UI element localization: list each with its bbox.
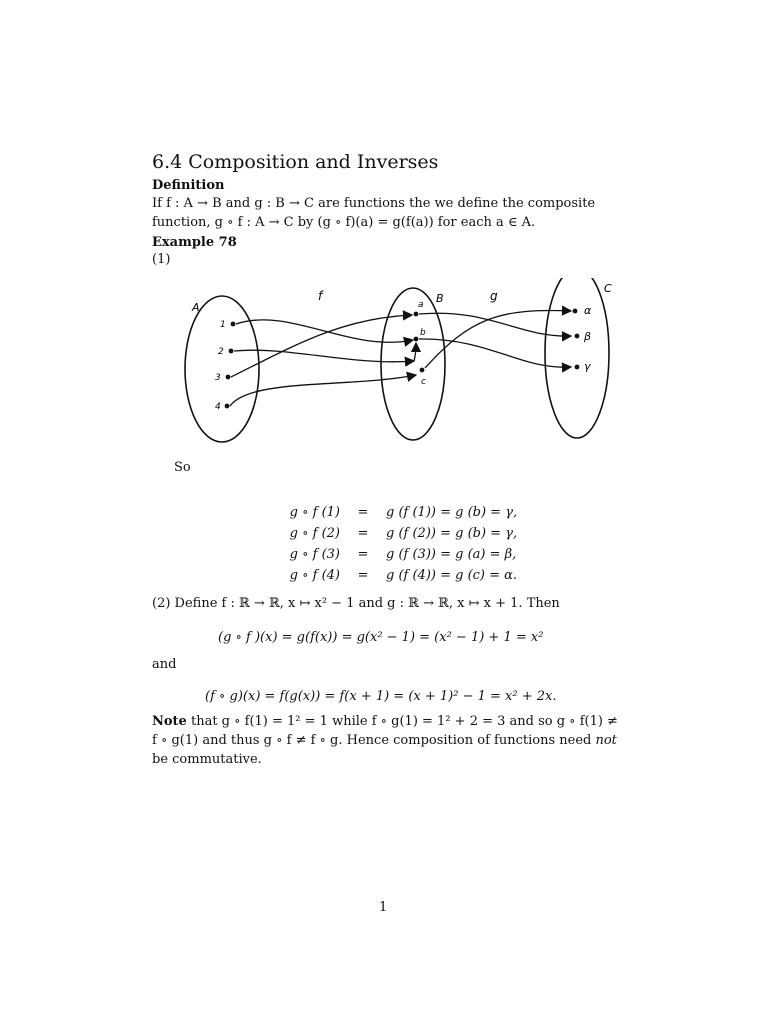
arrow-f-2-to-b: [234, 350, 414, 362]
function-f-label: f: [318, 289, 323, 303]
equation-lhs: g ∘ f (3): [289, 547, 340, 562]
a-element-dot: [229, 349, 234, 354]
note-line-3: be commutative.: [152, 752, 262, 767]
equation-lhs: g ∘ f (2): [289, 526, 340, 541]
set-c-ellipse: [545, 278, 609, 438]
b-element-dot: [414, 337, 419, 342]
note-line-2: [152, 731, 620, 750]
equation-f-of-g: (f ∘ g)(x) = f(g(x)) = f(x + 1) = (x + 1)² − 1 = x² + 2x.: [205, 689, 557, 704]
equation-row: [260, 544, 517, 565]
note-emphasis: not: [595, 733, 617, 748]
page-number: 1: [379, 900, 388, 915]
equation-equals: =: [357, 505, 369, 520]
arrow-g-b-to-gamma: [419, 339, 571, 367]
a-element-dot: [225, 404, 230, 409]
note-text-2: f ∘ g(1) and thus g ∘ f ≠ f ∘ g. Hence composition of functions need: [152, 733, 596, 748]
note-paragraph: [152, 712, 620, 769]
equation-rhs: g (f (2)) = g (b) = γ,: [386, 526, 518, 541]
definition-line-1: If f : A → B and g : B → C are functions the we define the composite: [152, 196, 596, 211]
arrow-f-2-to-b-tail: [414, 343, 416, 361]
b-element-dot: [414, 312, 419, 317]
c-element-label: α: [584, 304, 592, 317]
and-label: and: [152, 657, 177, 672]
definition-text: [152, 194, 622, 232]
a-element-label: 3: [215, 373, 221, 383]
equation-row: [260, 565, 517, 586]
section-title: 6.4 Composition and Inverses: [152, 151, 439, 173]
c-element-label: γ: [584, 360, 591, 373]
set-b-label: B: [436, 292, 444, 305]
equation-lhs: g ∘ f (4): [289, 568, 340, 583]
note-line-1: [152, 712, 620, 731]
set-a-label: A: [192, 301, 200, 314]
set-b-ellipse: [381, 288, 445, 440]
note-heading: Note: [152, 714, 187, 729]
equation-rhs: g (f (3)) = g (a) = β,: [386, 547, 517, 562]
a-element-dot: [226, 375, 231, 380]
mapping-diagram: [170, 278, 630, 448]
equation-rhs: g (f (1)) = g (b) = γ,: [386, 505, 518, 520]
example-heading: Example 78: [152, 235, 237, 250]
equation-equals: =: [357, 547, 369, 562]
a-element-dot: [231, 322, 236, 327]
c-element-dot: [575, 365, 580, 370]
b-element-label: a: [418, 300, 424, 310]
c-element-dot: [575, 334, 580, 339]
equation-equals: =: [357, 568, 369, 583]
composition-equations: [260, 502, 517, 586]
equation-lhs: g ∘ f (1): [289, 505, 340, 520]
c-element-label: β: [584, 330, 592, 343]
part2-definition: (2) Define f : ℝ → ℝ, x ↦ x² − 1 and g : ℝ → ℝ, x ↦ x + 1. Then: [152, 596, 560, 611]
a-element-label: 1: [220, 320, 226, 330]
definition-line-2: function, g ∘ f : A → C by (g ∘ f)(a) = g(f(a)) for each a ∈ A.: [152, 215, 536, 230]
b-element-dot: [420, 368, 425, 373]
equation-equals: =: [357, 526, 369, 541]
arrow-g-c-to-alpha: [425, 311, 571, 368]
example-part1-label: (1): [152, 252, 171, 267]
definition-heading: Definition: [152, 178, 225, 193]
equation-g-of-f: (g ∘ f )(x) = g(f(x)) = g(x² − 1) = (x² − 1) + 1 = x²: [218, 630, 544, 645]
function-g-label: g: [490, 289, 498, 303]
so-label: So: [174, 460, 191, 475]
c-element-dot: [573, 309, 578, 314]
equation-row: [260, 502, 517, 523]
b-element-label: c: [421, 377, 426, 387]
equation-rhs: g (f (4)) = g (c) = α.: [386, 568, 518, 583]
b-element-label: b: [420, 328, 426, 338]
set-c-label: C: [604, 282, 612, 295]
equation-row: [260, 523, 517, 544]
a-element-label: 2: [218, 347, 224, 357]
a-element-label: 4: [215, 402, 221, 412]
note-text-1: that g ∘ f(1) = 1² = 1 while f ∘ g(1) = 1² + 2 = 3 and so g ∘ f(1) ≠: [186, 714, 618, 729]
